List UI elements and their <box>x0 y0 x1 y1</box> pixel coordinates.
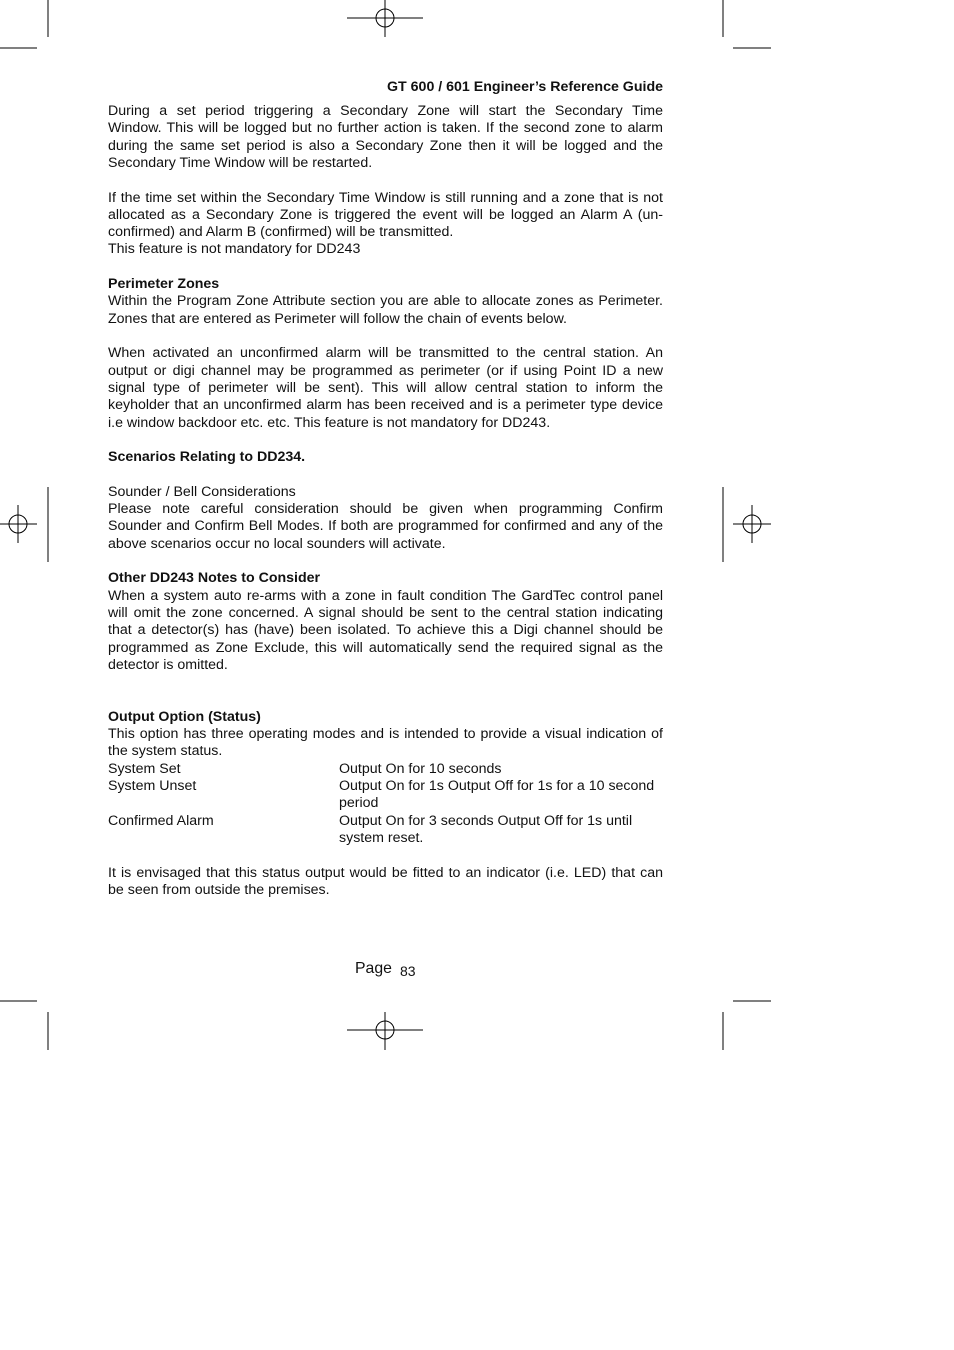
table-row <box>108 761 663 778</box>
paragraph-line: Sounder and Confirm Bell Modes. If both are programmed for confirmed and any of the <box>108 518 663 535</box>
description-line: Output On for 1s Output Off for 1s for a 10 second <box>339 778 655 795</box>
registration-mark-top <box>347 0 423 37</box>
paragraph-line: When a system auto re-arms with a zone in fault condition The GardTec control panel <box>108 587 663 604</box>
page-body <box>108 103 663 899</box>
registration-mark-left <box>0 487 48 562</box>
crop-mark-top-left <box>0 0 48 48</box>
paragraph-line: will omit the zone concerned. A signal should be sent to the central station indicating <box>108 604 663 621</box>
paragraph-line: detector is omitted. <box>108 656 228 673</box>
paragraph-line: the system status. <box>108 743 223 760</box>
crop-mark-bottom-left <box>0 1001 48 1050</box>
page-label: Page <box>355 960 392 977</box>
description-line: Output On for 10 seconds <box>339 760 502 777</box>
subheading-sounder-bell: Sounder / Bell Considerations <box>108 483 296 500</box>
section-heading-perimeter: Perimeter Zones <box>108 276 220 293</box>
output-modes-table <box>108 761 663 848</box>
paragraph-line: When activated an unconfirmed alarm will be transmitted to the central station. An <box>108 345 663 362</box>
paragraph-perimeter-activation <box>108 345 663 432</box>
mode-description <box>339 761 663 778</box>
section-heading-output-option: Output Option (Status) <box>108 708 261 725</box>
paragraph-perimeter-attribute <box>108 293 663 328</box>
page-number: 83 <box>400 963 416 979</box>
description-line: period <box>339 795 379 812</box>
paragraph-line: programmed as Zone Exclude, this will automatically send the required signal as the <box>108 639 663 656</box>
paragraph-line: during the same set period is also a Secondary Zone then it will be logged and the <box>108 137 663 154</box>
description-line: system reset. <box>339 830 424 847</box>
registration-mark-right <box>723 487 771 562</box>
paragraph-line: be seen from outside the premises. <box>108 881 330 898</box>
mode-description <box>339 813 663 848</box>
paragraph-line: i.e window backdoor etc. etc. This feature is not mandatory for DD243. <box>108 414 551 431</box>
paragraph-output-option-intro <box>108 726 663 761</box>
paragraph-line: Please note careful consideration should be given when programming Confirm <box>108 501 663 518</box>
paragraph-line: allocated as a Secondary Zone is triggered the event will be logged an Alarm A (un- <box>108 206 663 223</box>
paragraph-auto-rearm <box>108 588 663 675</box>
mode-name: System Set <box>108 760 181 777</box>
paragraph-line: During a set period triggering a Secondary Zone will start the Secondary Time <box>108 103 663 119</box>
section-heading-scenarios: Scenarios Relating to DD234. <box>108 449 306 466</box>
paragraph-line: keyholder that an unconfirmed alarm has been received and is a perimeter type device <box>108 397 663 414</box>
paragraph-line: If the time set within the Secondary Time Window is still running and a zone that is not <box>108 189 663 206</box>
paragraph-status-indicator <box>108 865 663 900</box>
paragraph-line: Within the Program Zone Attribute section you are able to allocate zones as Perimeter. <box>108 293 663 310</box>
paragraph-line: signal type of perimeter will be sent). This will allow central station to inform the <box>108 379 663 396</box>
paragraph-secondary-window-running <box>108 190 663 259</box>
paragraph-line: It is envisaged that this status output would be fitted to an indicator (i.e. LED) that can <box>108 864 663 881</box>
paragraph-line: that a detector(s) has (have) been isolated. To achieve this a Digi channel should be <box>108 622 663 639</box>
paragraph-line: Secondary Time Window will be restarted. <box>108 154 373 171</box>
paragraph-line: above scenarios occur no local sounders will activate. <box>108 535 446 552</box>
table-row <box>108 778 663 813</box>
paragraph-line: output or digi channel may be programmed as perimeter (or if using Point ID a new <box>108 362 663 379</box>
paragraph-line: This option has three operating modes and is intended to provide a visual indication of <box>108 726 663 743</box>
running-header: GT 600 / 601 Engineer’s Reference Guide <box>387 79 663 95</box>
crop-mark-top-right <box>723 0 771 48</box>
mode-name: System Unset <box>108 778 197 795</box>
paragraph-line: Zones that are entered as Perimeter will follow the chain of events below. <box>108 310 567 327</box>
description-line: Output On for 3 seconds Output Off for 1s until <box>339 812 633 829</box>
table-row <box>108 813 663 848</box>
crop-mark-bottom-right <box>723 1001 771 1050</box>
paragraph-line: confirmed) and Alarm B (confirmed) will be transmitted. <box>108 224 454 241</box>
registration-mark-bottom <box>347 1012 423 1050</box>
paragraph-sounder-bell <box>108 501 663 553</box>
mode-description <box>339 778 663 813</box>
mode-name: Confirmed Alarm <box>108 812 214 829</box>
paragraph-line: Window. This will be logged but no further action is taken. If the second zone to alarm <box>108 120 663 137</box>
paragraph-secondary-window <box>108 103 663 172</box>
section-heading-other-notes: Other DD243 Notes to Consider <box>108 570 321 587</box>
paragraph-line: This feature is not mandatory for DD243 <box>108 241 361 258</box>
